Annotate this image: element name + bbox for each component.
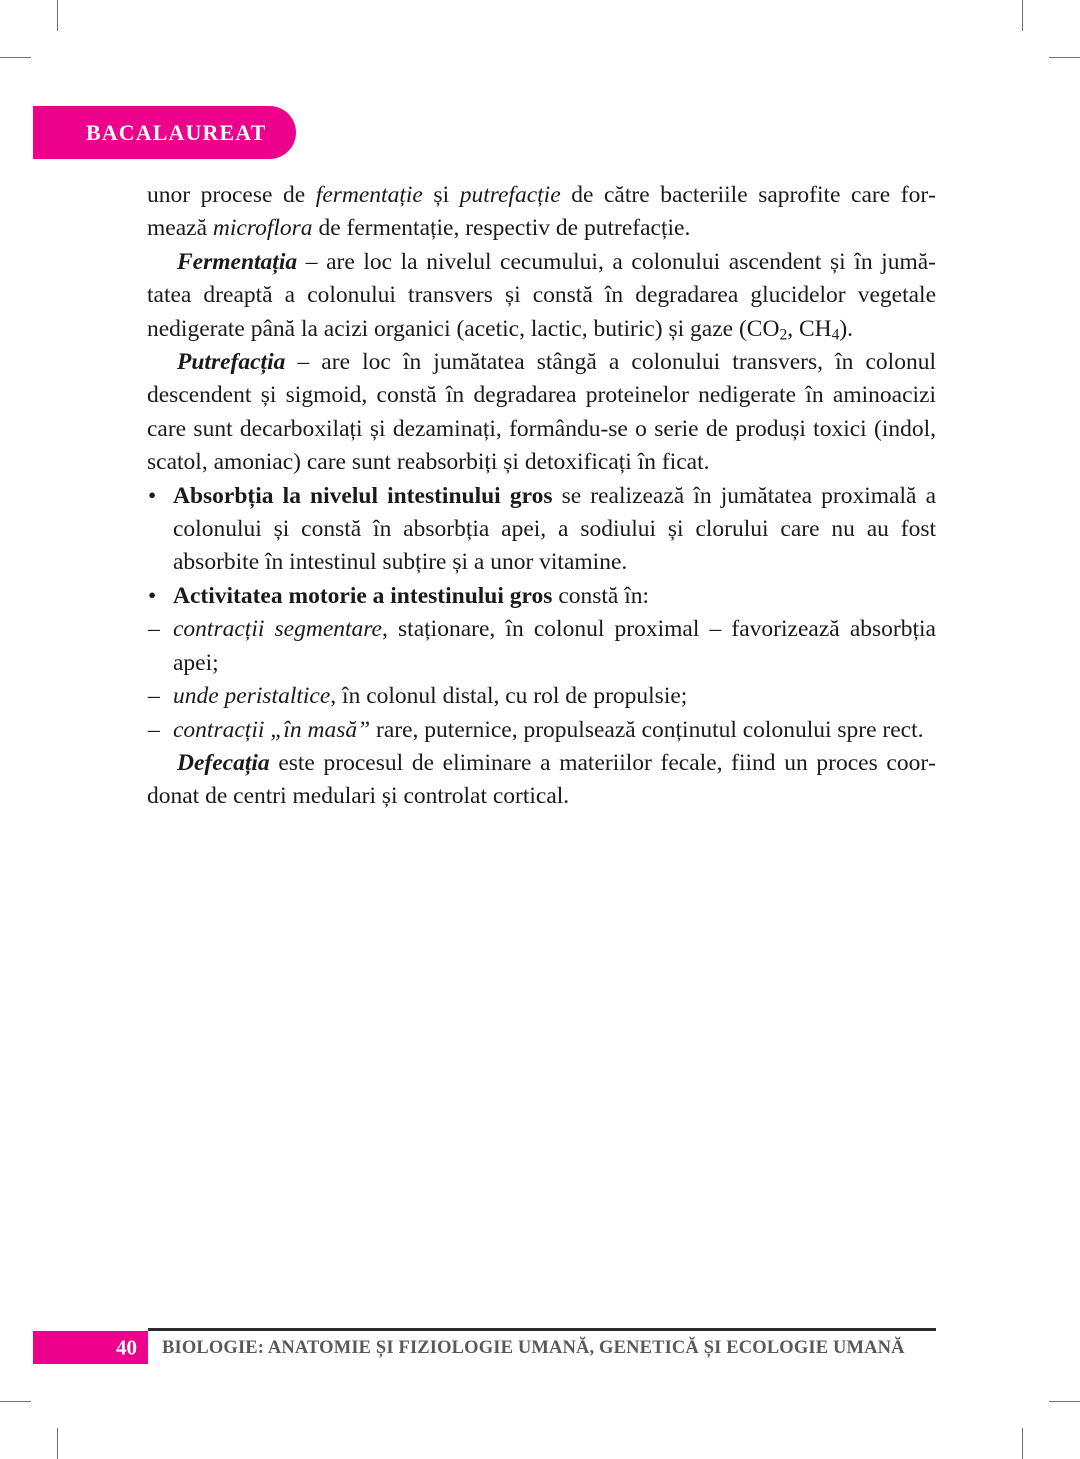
header-badge-label: BACALAUREAT xyxy=(86,119,267,145)
paragraph-fermentatia-resta: – are loc la nivelul cecumului, a colonului ascendent și în jumătatea dreaptă a colonului transvers și constă în degradarea glucidelor vegetale nedigerate până la acizi organici (acetic, lactic, butiric) și gaze (CO xyxy=(147,248,936,342)
paragraph-intro-fermentatie: fermentație xyxy=(315,182,423,208)
crop-mark-top-left-vertical xyxy=(57,0,58,31)
bullet-list xyxy=(147,480,936,747)
list-item xyxy=(147,580,936,613)
paragraph-intro-seg3: și xyxy=(422,182,460,208)
paragraph-intro-seg7: de fermentație, respectiv de putrefacție. xyxy=(312,215,691,242)
subscript-ch4: 4 xyxy=(831,326,840,344)
footer-page-badge xyxy=(33,1331,148,1364)
dash-marker-icon: – xyxy=(148,683,160,710)
paragraph-fermentatia xyxy=(147,246,936,346)
paragraph-intro-putrefactie: putrefacție xyxy=(459,182,561,208)
crop-mark-top-left-horizontal xyxy=(0,57,31,58)
list-item-rest-activitatea: constă în: xyxy=(552,582,650,609)
paragraph-intro-seg1: unor procese de xyxy=(147,182,316,208)
paragraph-fermentatia-restb: , CH xyxy=(787,315,832,342)
list-item xyxy=(147,613,936,680)
header-badge xyxy=(33,106,296,159)
list-item-lead-unde-peristaltice: unde peristaltice xyxy=(173,683,331,710)
list-item-lead-absorbtia: Absorbția la nivelul intestinului gros xyxy=(173,482,553,509)
list-item xyxy=(147,714,936,747)
list-item xyxy=(147,480,936,580)
dash-marker-icon: – xyxy=(148,616,160,643)
bullet-dot-icon: • xyxy=(148,582,157,609)
crop-mark-bottom-right-vertical xyxy=(1022,1428,1023,1459)
list-item-lead-activitatea: Activitatea motorie a intestinului gros xyxy=(173,582,553,609)
paragraph-fermentatia-lead: Fermentația xyxy=(177,248,298,275)
paragraph-defecatia xyxy=(147,747,936,814)
paragraph-intro xyxy=(147,179,936,246)
crop-mark-bottom-left-vertical xyxy=(57,1428,58,1459)
page-content xyxy=(147,179,936,814)
crop-mark-top-right-horizontal xyxy=(1049,57,1080,58)
crop-mark-bottom-right-horizontal xyxy=(1049,1401,1080,1402)
list-item-lead-contractii-in-masa: contracții „în masă” xyxy=(173,716,371,743)
dash-marker-icon: – xyxy=(148,716,160,743)
paragraph-putrefactia-rest: – are loc în jumătatea stângă a colonului transvers, în colonul descendent și sigmoid, constă în degradarea proteinelor nedigerate în aminoacizi care sunt decarboxilați și dezaminați, formându-se o serie de produși toxici (indol, scatol, amoniac) care sunt reabsorbiți și detoxificați în ficat. xyxy=(147,349,936,476)
paragraph-putrefactia xyxy=(147,346,936,480)
subscript-co2: 2 xyxy=(779,326,788,344)
paragraph-defecatia-rest: este procesul de eliminare a materiilor fecale, fiind un proces coordonat de centri medulari și controlat cortical. xyxy=(147,749,936,810)
paragraph-intro-seg5: de către bacteriile saprofite care formează xyxy=(147,182,936,242)
paragraph-fermentatia-restc: ). xyxy=(839,315,854,342)
crop-mark-bottom-left-horizontal xyxy=(0,1401,31,1402)
footer-title: BIOLOGIE: ANATOMIE ȘI FIZIOLOGIE UMANĂ, GENETICĂ ȘI ECOLOGIE UMANĂ xyxy=(162,1338,905,1358)
bullet-dot-icon: • xyxy=(148,482,157,509)
list-item-rest-absorbtia: se realizează în jumătatea proximală a colonului și constă în absorbția apei, a sodiului și clorului care nu au fost absorbite în intestinul subțire și a unor vitamine. xyxy=(173,482,936,576)
page-number: 40 xyxy=(116,1335,137,1359)
paragraph-putrefactia-lead: Putrefacția xyxy=(177,349,286,376)
crop-mark-top-right-vertical xyxy=(1022,0,1023,31)
list-item-rest-unde-peristaltice: , în colonul distal, cu rol de propulsie; xyxy=(330,683,688,710)
list-item-rest-contractii-in-masa: rare, puternice, propulsează conținutul colonului spre rect. xyxy=(370,716,924,743)
list-item-rest-contractii-segmentare: , staționare, în colonul proximal – favorizează absorbția apei; xyxy=(173,616,936,676)
footer-divider xyxy=(148,1328,936,1331)
list-item-lead-contractii-segmentare: contracții segmentare xyxy=(173,616,382,643)
paragraph-intro-microflora: microflora xyxy=(212,215,313,242)
list-item xyxy=(147,680,936,713)
paragraph-defecatia-lead: Defecația xyxy=(177,749,270,776)
